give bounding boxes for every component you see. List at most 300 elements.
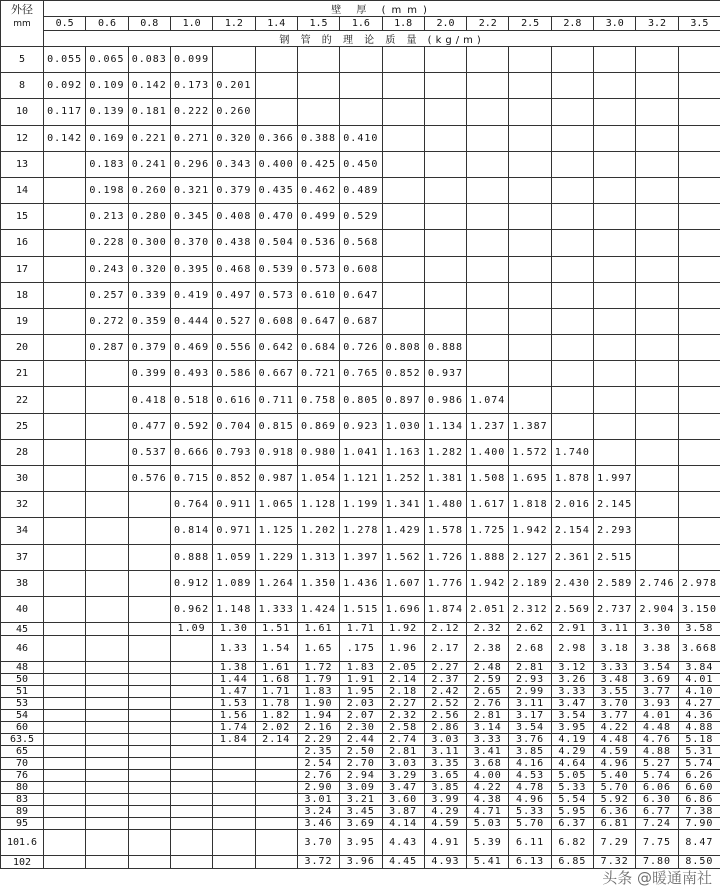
mass-cell: 2.35	[297, 746, 339, 758]
mass-cell	[594, 151, 636, 177]
mass-cell: 2.56	[424, 710, 466, 722]
thickness-header: 1.0	[170, 17, 212, 31]
mass-cell	[678, 439, 720, 465]
wall-thickness-header: 壁 厚 (mm)	[44, 1, 720, 17]
mass-cell: 2.07	[340, 710, 382, 722]
mass-cell: 0.539	[255, 256, 297, 282]
mass-cell	[551, 308, 593, 334]
mass-cell	[636, 73, 678, 99]
mass-cell: 1.94	[297, 710, 339, 722]
mass-cell	[594, 282, 636, 308]
mass-cell: 1.71	[255, 686, 297, 698]
mass-cell: 2.93	[509, 674, 551, 686]
mass-cell	[44, 308, 86, 334]
table-row	[1, 722, 720, 734]
outer-diameter-cell: 80	[1, 782, 44, 794]
mass-cell: 0.213	[86, 204, 128, 230]
mass-cell	[636, 47, 678, 73]
mass-cell	[128, 636, 170, 662]
mass-cell: 3.38	[636, 636, 678, 662]
mass-cell: 2.91	[551, 623, 593, 636]
mass-cell: 7.29	[594, 830, 636, 856]
mass-cell: 0.222	[170, 99, 212, 125]
mass-cell	[255, 794, 297, 806]
mass-cell	[636, 335, 678, 361]
mass-cell: 3.93	[636, 698, 678, 710]
mass-cell	[170, 734, 212, 746]
mass-cell	[467, 335, 509, 361]
mass-cell: 5.54	[551, 794, 593, 806]
mass-cell: 0.897	[382, 387, 424, 413]
mass-cell: 0.888	[424, 335, 466, 361]
mass-cell	[255, 746, 297, 758]
mass-cell	[128, 818, 170, 830]
mass-cell: 0.139	[86, 99, 128, 125]
mass-cell: 1.942	[509, 518, 551, 544]
mass-cell: 0.715	[170, 466, 212, 492]
mass-cell	[44, 596, 86, 622]
mass-cell: 0.410	[340, 125, 382, 151]
mass-cell	[170, 636, 212, 662]
mass-cell: 0.616	[213, 387, 255, 413]
mass-cell: 2.76	[297, 770, 339, 782]
mass-cell	[424, 73, 466, 99]
mass-cell: 1.617	[467, 492, 509, 518]
mass-cell: 1.125	[255, 518, 297, 544]
outer-diameter-cell: 48	[1, 662, 44, 674]
mass-cell	[424, 282, 466, 308]
table-row	[1, 818, 720, 830]
mass-cell	[170, 674, 212, 686]
mass-cell: 2.94	[340, 770, 382, 782]
mass-cell: 1.065	[255, 492, 297, 518]
mass-cell	[86, 361, 128, 387]
mass-cell: 0.379	[128, 335, 170, 361]
mass-cell	[128, 830, 170, 856]
mass-cell	[636, 177, 678, 203]
mass-cell: 7.90	[678, 818, 720, 830]
mass-cell: 0.568	[340, 230, 382, 256]
mass-cell: 2.189	[509, 570, 551, 596]
mass-cell	[678, 282, 720, 308]
mass-cell: 0.201	[213, 73, 255, 99]
mass-cell	[678, 361, 720, 387]
mass-cell: 5.41	[467, 856, 509, 869]
mass-cell: 1.56	[213, 710, 255, 722]
mass-cell	[170, 806, 212, 818]
mass-cell	[170, 662, 212, 674]
mass-cell: 2.14	[255, 734, 297, 746]
mass-cell: 5.70	[509, 818, 551, 830]
mass-cell: 3.47	[551, 698, 593, 710]
table-row	[1, 770, 720, 782]
mass-cell	[594, 73, 636, 99]
mass-cell: 6.11	[509, 830, 551, 856]
outer-diameter-cell: 34	[1, 518, 44, 544]
mass-cell: 0.504	[255, 230, 297, 256]
mass-cell	[86, 518, 128, 544]
mass-cell: 1.61	[297, 623, 339, 636]
mass-cell: 4.27	[678, 698, 720, 710]
mass-cell	[170, 770, 212, 782]
mass-cell: 4.29	[551, 746, 593, 758]
mass-cell	[678, 518, 720, 544]
thickness-header: 3.0	[594, 17, 636, 31]
mass-cell	[636, 308, 678, 334]
mass-cell	[551, 125, 593, 151]
mass-cell: 0.608	[255, 308, 297, 334]
mass-cell: 1.578	[424, 518, 466, 544]
outer-diameter-cell: 25	[1, 413, 44, 439]
mass-cell: 2.16	[297, 722, 339, 734]
mass-cell: 1.030	[382, 413, 424, 439]
table-row	[1, 361, 720, 387]
mass-cell: 0.339	[128, 282, 170, 308]
table-row	[1, 99, 720, 125]
mass-cell: 0.911	[213, 492, 255, 518]
outer-diameter-cell: 12	[1, 125, 44, 151]
outer-diameter-cell: 18	[1, 282, 44, 308]
mass-cell	[86, 782, 128, 794]
mass-cell	[467, 204, 509, 230]
mass-cell: 0.852	[213, 466, 255, 492]
mass-cell: 0.260	[213, 99, 255, 125]
mass-cell	[128, 746, 170, 758]
mass-cell: 0.173	[170, 73, 212, 99]
mass-cell	[86, 492, 128, 518]
mass-cell	[255, 782, 297, 794]
mass-cell	[509, 47, 551, 73]
mass-cell	[382, 230, 424, 256]
outer-diameter-cell: 89	[1, 806, 44, 818]
mass-cell: 0.321	[170, 177, 212, 203]
mass-cell	[509, 99, 551, 125]
mass-cell: 5.74	[636, 770, 678, 782]
mass-cell: 3.60	[382, 794, 424, 806]
mass-cell	[551, 361, 593, 387]
mass-cell	[128, 544, 170, 570]
mass-cell: 0.320	[128, 256, 170, 282]
mass-cell: 1.72	[297, 662, 339, 674]
outer-diameter-cell: 21	[1, 361, 44, 387]
mass-cell: 0.684	[297, 335, 339, 361]
thickness-header: 0.5	[44, 17, 86, 31]
mass-cell: 2.145	[594, 492, 636, 518]
mass-cell: 8.47	[678, 830, 720, 856]
mass-cell: 4.48	[594, 734, 636, 746]
mass-cell	[255, 770, 297, 782]
mass-cell	[86, 674, 128, 686]
mass-cell: 0.642	[255, 335, 297, 361]
mass-cell: 0.608	[340, 256, 382, 282]
mass-cell: 3.70	[594, 698, 636, 710]
mass-cell: 2.569	[551, 596, 593, 622]
table-row	[1, 151, 720, 177]
mass-cell: 0.450	[340, 151, 382, 177]
mass-cell: 0.470	[255, 204, 297, 230]
mass-cell: 6.86	[678, 794, 720, 806]
mass-cell	[44, 782, 86, 794]
mass-cell: 3.03	[382, 758, 424, 770]
mass-cell: 1.90	[297, 698, 339, 710]
outer-diameter-cell: 70	[1, 758, 44, 770]
thickness-header: 0.8	[128, 17, 170, 31]
outer-diameter-cell: 65	[1, 746, 44, 758]
table-row	[1, 636, 720, 662]
mass-cell: 2.27	[382, 698, 424, 710]
mass-cell: 0.536	[297, 230, 339, 256]
mass-cell: 3.48	[594, 674, 636, 686]
mass-cell: 0.986	[424, 387, 466, 413]
mass-cell: 0.083	[128, 47, 170, 73]
mass-cell	[86, 413, 128, 439]
mass-cell	[44, 361, 86, 387]
mass-cell	[509, 151, 551, 177]
mass-cell: 5.33	[551, 782, 593, 794]
outer-diameter-cell: 46	[1, 636, 44, 662]
od-label: 外径	[11, 3, 33, 16]
mass-cell	[213, 47, 255, 73]
mass-cell: 0.296	[170, 151, 212, 177]
mass-cell: 0.573	[297, 256, 339, 282]
mass-cell: 2.12	[424, 623, 466, 636]
mass-cell	[128, 596, 170, 622]
mass-cell: 2.293	[594, 518, 636, 544]
table-row	[1, 662, 720, 674]
mass-cell	[44, 734, 86, 746]
mass-cell: 1.054	[297, 466, 339, 492]
mass-cell: 2.18	[382, 686, 424, 698]
table-row	[1, 387, 720, 413]
mass-cell	[44, 151, 86, 177]
mass-cell: 1.818	[509, 492, 551, 518]
mass-cell	[551, 151, 593, 177]
mass-cell: 1.515	[340, 596, 382, 622]
mass-cell: 2.59	[467, 674, 509, 686]
mass-cell	[86, 387, 128, 413]
mass-cell	[44, 623, 86, 636]
mass-cell: 3.11	[509, 698, 551, 710]
table-row	[1, 806, 720, 818]
mass-cell: 1.53	[213, 698, 255, 710]
outer-diameter-cell: 102	[1, 856, 44, 869]
mass-cell	[86, 722, 128, 734]
mass-cell	[678, 204, 720, 230]
mass-cell	[424, 151, 466, 177]
mass-cell	[382, 99, 424, 125]
mass-cell	[86, 466, 128, 492]
mass-cell: 3.11	[424, 746, 466, 758]
mass-cell	[594, 230, 636, 256]
mass-cell	[44, 856, 86, 869]
table-row	[1, 686, 720, 698]
table-row	[1, 204, 720, 230]
mass-cell	[382, 47, 424, 73]
mass-cell	[213, 830, 255, 856]
mass-cell: 3.41	[467, 746, 509, 758]
mass-cell: 5.95	[551, 806, 593, 818]
mass-cell	[44, 466, 86, 492]
mass-cell: 3.54	[636, 662, 678, 674]
mass-cell: 0.477	[128, 413, 170, 439]
mass-cell	[44, 674, 86, 686]
mass-cell: 2.17	[424, 636, 466, 662]
mass-cell: 0.055	[44, 47, 86, 73]
watermark: 头条 @暖通南社	[602, 869, 712, 887]
mass-cell	[509, 387, 551, 413]
mass-cell: 1.252	[382, 466, 424, 492]
table-row	[1, 710, 720, 722]
mass-cell: 1.725	[467, 518, 509, 544]
mass-cell: 2.14	[382, 674, 424, 686]
mass-cell: 0.721	[297, 361, 339, 387]
mass-cell	[636, 518, 678, 544]
mass-cell: 1.78	[255, 698, 297, 710]
mass-cell: 4.43	[382, 830, 424, 856]
table-row	[1, 413, 720, 439]
mass-cell: 0.142	[128, 73, 170, 99]
mass-cell: 0.962	[170, 596, 212, 622]
table-row	[1, 758, 720, 770]
mass-cell	[382, 177, 424, 203]
mass-cell: 1.92	[382, 623, 424, 636]
outer-diameter-cell: 10	[1, 99, 44, 125]
mass-cell: 2.98	[551, 636, 593, 662]
mass-cell	[467, 308, 509, 334]
mass-cell	[297, 99, 339, 125]
mass-cell: 1.572	[509, 439, 551, 465]
mass-cell: 4.88	[678, 722, 720, 734]
mass-cell	[678, 151, 720, 177]
mass-cell	[678, 99, 720, 125]
mass-cell: 0.271	[170, 125, 212, 151]
mass-cell: 0.462	[297, 177, 339, 203]
mass-cell: 2.70	[340, 758, 382, 770]
mass-cell: 4.36	[678, 710, 720, 722]
mass-cell: 3.72	[297, 856, 339, 869]
outer-diameter-cell: 13	[1, 151, 44, 177]
mass-cell	[86, 794, 128, 806]
mass-cell: 1.074	[467, 387, 509, 413]
mass-cell	[44, 830, 86, 856]
mass-cell: 0.272	[86, 308, 128, 334]
mass-cell: 3.18	[594, 636, 636, 662]
mass-cell: 3.30	[636, 623, 678, 636]
mass-cell	[636, 230, 678, 256]
mass-cell: 0.142	[44, 125, 86, 151]
mass-cell: 3.45	[340, 806, 382, 818]
mass-cell	[170, 686, 212, 698]
mass-cell: 0.586	[213, 361, 255, 387]
mass-cell: 6.77	[636, 806, 678, 818]
mass-cell: 6.37	[551, 818, 593, 830]
mass-cell: 1.128	[297, 492, 339, 518]
mass-cell: 0.499	[297, 204, 339, 230]
mass-cell	[44, 204, 86, 230]
table-row	[1, 544, 720, 570]
mass-cell: 0.888	[170, 544, 212, 570]
mass-cell: 3.33	[551, 686, 593, 698]
mass-cell	[170, 830, 212, 856]
mass-cell: 4.38	[467, 794, 509, 806]
mass-cell: 4.53	[509, 770, 551, 782]
mass-cell	[128, 674, 170, 686]
mass-cell: 4.45	[382, 856, 424, 869]
mass-cell	[44, 282, 86, 308]
mass-cell	[678, 177, 720, 203]
mass-cell: 6.06	[636, 782, 678, 794]
mass-cell: 0.647	[297, 308, 339, 334]
mass-cell	[340, 47, 382, 73]
mass-cell: 4.22	[594, 722, 636, 734]
table-row	[1, 335, 720, 361]
mass-cell: 1.341	[382, 492, 424, 518]
mass-cell: 1.74	[213, 722, 255, 734]
mass-cell: 0.257	[86, 282, 128, 308]
mass-cell	[340, 73, 382, 99]
outer-diameter-cell: 40	[1, 596, 44, 622]
mass-cell: 2.361	[551, 544, 593, 570]
mass-cell: 6.26	[678, 770, 720, 782]
mass-cell	[467, 256, 509, 282]
mass-cell: 3.87	[382, 806, 424, 818]
mass-cell: 6.85	[551, 856, 593, 869]
mass-cell: 3.99	[424, 794, 466, 806]
mass-cell: 0.280	[128, 204, 170, 230]
table-row	[1, 856, 720, 869]
outer-diameter-cell: 51	[1, 686, 44, 698]
mass-cell	[128, 662, 170, 674]
mass-cell	[86, 758, 128, 770]
mass-cell	[255, 818, 297, 830]
thickness-header: 2.5	[509, 17, 551, 31]
mass-cell	[678, 73, 720, 99]
mass-cell: 1.397	[340, 544, 382, 570]
mass-cell: 5.39	[467, 830, 509, 856]
mass-cell: 0.388	[297, 125, 339, 151]
mass-cell	[636, 413, 678, 439]
mass-cell	[44, 758, 86, 770]
mass-cell: 4.01	[636, 710, 678, 722]
mass-cell	[128, 782, 170, 794]
mass-cell	[382, 125, 424, 151]
mass-cell	[255, 806, 297, 818]
mass-cell: 1.313	[297, 544, 339, 570]
mass-cell: 3.69	[636, 674, 678, 686]
mass-cell: 3.85	[424, 782, 466, 794]
mass-cell	[382, 308, 424, 334]
mass-cell	[255, 73, 297, 99]
thickness-header: 2.0	[424, 17, 466, 31]
mass-cell	[509, 204, 551, 230]
mass-cell	[594, 47, 636, 73]
mass-cell: 2.52	[424, 698, 466, 710]
mass-cell: 1.51	[255, 623, 297, 636]
mass-cell: 0.918	[255, 439, 297, 465]
mass-cell	[297, 73, 339, 99]
mass-cell	[551, 282, 593, 308]
mass-cell: 0.419	[170, 282, 212, 308]
mass-cell: 0.366	[255, 125, 297, 151]
mass-cell: 1.44	[213, 674, 255, 686]
table-row	[1, 230, 720, 256]
mass-cell	[128, 518, 170, 544]
mass-cell: 3.96	[340, 856, 382, 869]
mass-cell: 4.76	[636, 734, 678, 746]
mass-cell	[678, 256, 720, 282]
mass-cell	[678, 47, 720, 73]
mass-cell: 2.27	[424, 662, 466, 674]
